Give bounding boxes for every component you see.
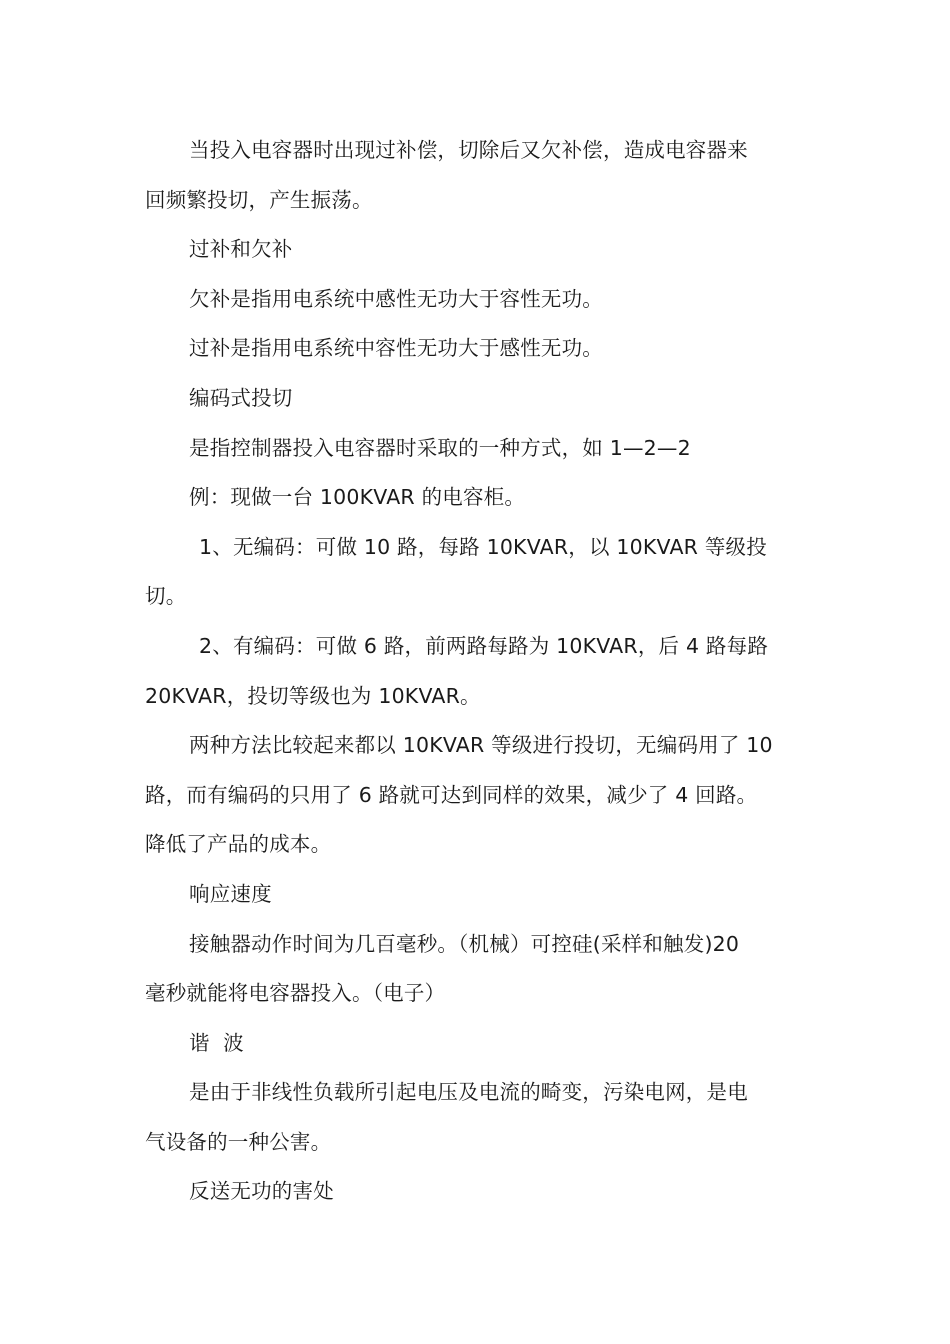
paragraph-comparison xyxy=(145,721,809,870)
text-line: 是由于非线性负载所引起电压及电流的畸变，污染电网，是电 xyxy=(189,1080,748,1105)
text-line: 当投入电容器时出现过补偿，切除后又欠补偿，造成电容器来 xyxy=(189,138,748,162)
text-line: 毫秒就能将电容器投入。（电子） xyxy=(145,981,446,1006)
text-line: 回频繁投切，产生振荡。 xyxy=(145,187,373,212)
text-line: 20KVAR，投切等级也为 10KVAR。 xyxy=(145,683,481,708)
text-line: 编码式投切 xyxy=(189,385,293,410)
text-line: 例：现做一台 100KVAR 的电容柜。 xyxy=(189,485,526,510)
heading-over-under-compensation xyxy=(145,225,809,275)
text-line: 2、有编码：可做 6 路，前两路每路为 10KVAR，后 4 路每路 xyxy=(199,633,769,658)
paragraph-example xyxy=(145,473,809,523)
text-line: 切。 xyxy=(145,584,187,609)
text-line: 是指控制器投入电容器时采取的一种方式，如 1—2—2 xyxy=(189,435,691,460)
list-item-with-coding xyxy=(145,622,809,721)
heading-response-speed xyxy=(145,870,809,920)
text-line: 路，而有编码的只用了 6 路就可达到同样的效果，减少了 4 回路。 xyxy=(145,782,758,807)
text-line: 过补是指用电系统中容性无功大于感性无功。 xyxy=(189,336,603,361)
heading-coded-switching xyxy=(145,374,809,424)
text-line: 降低了产品的成本。 xyxy=(145,832,332,857)
paragraph-oscillation xyxy=(145,126,809,225)
text-line: 1、无编码：可做 10 路，每路 10KVAR，以 10KVAR 等级投 xyxy=(199,534,767,559)
text-line: 气设备的一种公害。 xyxy=(145,1129,332,1154)
text-line: 谐 波 xyxy=(189,1030,244,1055)
text-line: 欠补是指用电系统中感性无功大于容性无功。 xyxy=(189,286,603,311)
text-line: 接触器动作时间为几百毫秒。（机械）可控硅(采样和触发)20 xyxy=(189,931,740,956)
paragraph-under-compensation xyxy=(145,275,809,325)
text-line: 过补和欠补 xyxy=(189,237,293,262)
heading-harmonics xyxy=(145,1019,809,1069)
text-line: 两种方法比较起来都以 10KVAR 等级进行投切，无编码用了 10 xyxy=(189,733,773,758)
heading-reverse-reactive-harm xyxy=(145,1167,809,1217)
paragraph-coded-definition xyxy=(145,424,809,474)
paragraph-response-speed xyxy=(145,920,809,1019)
paragraph-over-compensation xyxy=(145,324,809,374)
text-line: 响应速度 xyxy=(189,881,272,906)
document-body xyxy=(145,126,809,1217)
list-item-no-coding xyxy=(145,523,809,622)
text-line: 反送无功的害处 xyxy=(189,1179,334,1204)
paragraph-harmonics xyxy=(145,1068,809,1167)
